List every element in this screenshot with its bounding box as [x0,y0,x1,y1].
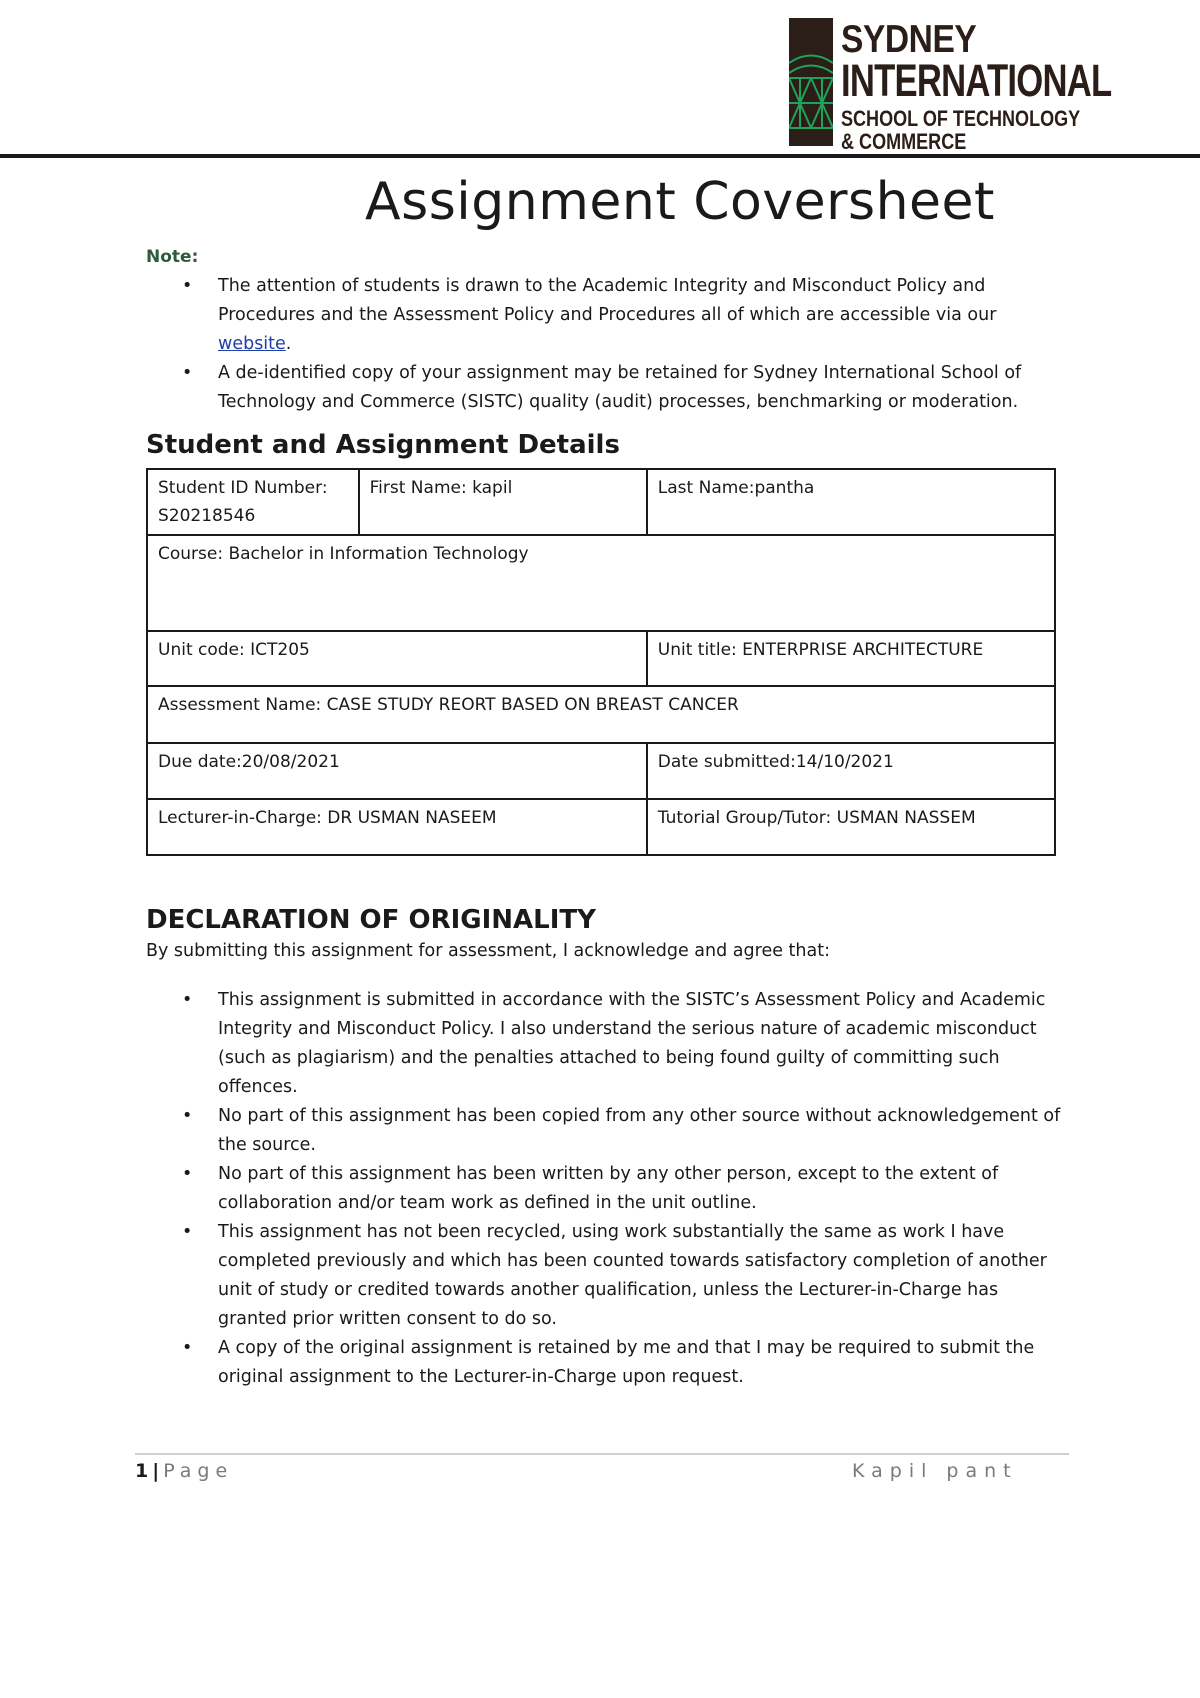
list-item [146,1160,1066,1218]
logo-line-international: INTERNATIONAL [841,55,1112,106]
bridge-logo-icon [789,18,833,146]
header-divider [0,154,1200,158]
bullet-icon: • [182,1338,193,1358]
date-submitted-cell: Date submitted:14/10/2021 [647,743,1055,799]
note-label: Note: [146,247,199,267]
student-id-cell: Student ID Number: S20218546 [147,469,359,535]
declaration-text: A copy of the original assignment is retained by me and that I may be required to submit the original assignment to the Lecturer-in-Charge upon request. [218,1338,1035,1387]
last-name-cell: Last Name:pantha [647,469,1055,535]
table-row [147,743,1055,799]
tutor-cell: Tutorial Group/Tutor: USMAN NASSEM [647,799,1055,855]
page-indicator [135,1460,233,1482]
school-logo [789,18,1161,154]
logo-line-commerce: & COMMERCE [841,129,967,154]
note-list [146,272,1066,417]
footer-divider [135,1453,1069,1455]
table-row [147,469,1055,535]
declaration-text: No part of this assignment has been written by any other person, except to the extent of collaboration and/or team work as defined in the unit outline. [218,1164,999,1213]
footer-author: Kapil pant [852,1460,1018,1482]
declaration-list [146,986,1066,1392]
list-item [146,359,1066,417]
declaration-text: No part of this assignment has been copied from any other source without acknowledgement of the source. [218,1106,1061,1155]
bullet-icon: • [182,990,193,1010]
first-name-cell: First Name: kapil [359,469,647,535]
due-date-cell: Due date:20/08/2021 [147,743,647,799]
note-text: A de-identified copy of your assignment may be retained for Sydney International School of Technology and Commerce (SISTC) quality (audit) processes, benchmarking or moderation. [218,363,1022,412]
list-item [146,1334,1066,1392]
bullet-icon: • [182,1106,193,1126]
declaration-text: This assignment is submitted in accordance with the SISTC’s Assessment Policy and Academic Integrity and Misconduct Policy. I also understand the serious nature of academic misconduct (such as plagiarism) and the penalties attached to being found guilty of committing such offences. [218,990,1046,1097]
logo-line-school: SCHOOL OF TECHNOLOGY [841,106,1081,131]
details-table [146,468,1056,856]
page-label: Page [163,1460,234,1482]
declaration-heading: DECLARATION OF ORIGINALITY [146,905,596,935]
list-item [146,272,1066,359]
page-title: Assignment Coversheet [365,172,995,232]
unit-code-cell: Unit code: ICT205 [147,631,647,686]
list-item [146,1102,1066,1160]
declaration-text: This assignment has not been recycled, using work substantially the same as work I have completed previously and which has been counted towards satisfactory completion of another unit of study or credited towards another qualification, unless the Lecturer-in-Charge has granted prior written consent to do so. [218,1222,1047,1329]
table-row [147,631,1055,686]
list-item [146,1218,1066,1334]
declaration-intro: By submitting this assignment for assessment, I acknowledge and agree that: [146,941,830,961]
website-link[interactable]: website [218,334,286,354]
unit-title-cell: Unit title: ENTERPRISE ARCHITECTURE [647,631,1055,686]
lecturer-cell: Lecturer-in-Charge: DR USMAN NASEEM [147,799,647,855]
page-separator: | [152,1460,160,1482]
table-row [147,799,1055,855]
details-heading: Student and Assignment Details [146,430,620,460]
assessment-name-cell: Assessment Name: CASE STUDY REORT BASED ON BREAST CANCER [147,686,1055,743]
note-text-end: . [285,334,292,354]
course-cell: Course: Bachelor in Information Technology [147,535,1055,631]
logo-line-sydney: SYDNEY [841,18,977,61]
bullet-icon: • [182,276,193,296]
bullet-icon: • [182,1164,193,1184]
table-row [147,686,1055,743]
table-row [147,535,1055,631]
page-number: 1 [135,1460,149,1482]
note-text: The attention of students is drawn to the Academic Integrity and Misconduct Policy and Procedures and the Assessment Policy and Procedures all of which are accessible via our [218,276,997,325]
bullet-icon: • [182,363,193,383]
list-item [146,986,1066,1102]
bullet-icon: • [182,1222,193,1242]
logo-wordmark [841,20,1192,153]
